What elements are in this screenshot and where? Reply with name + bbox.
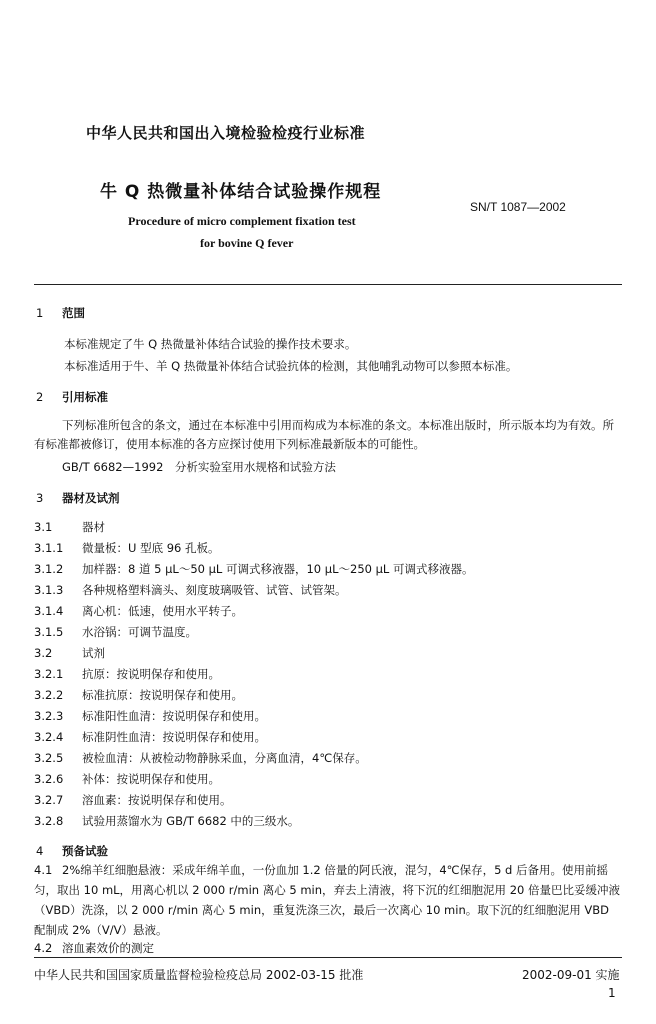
page-number: 1 [608,986,616,1000]
section-title: 引用标准 [62,390,108,404]
list-item: 3.1.1 微量板：U 型底 96 孔板。 [34,541,220,555]
section-3-heading [36,490,120,506]
list-item: 3.1.4 离心机：低速，使用水平转子。 [34,604,243,618]
section-4-paragraph-2: 4.2 溶血素效价的测定 [34,941,154,955]
section-2-paragraph-1: 下列标准所包含的条文，通过在本标准中引用而构成为本标准的条文。本标准出版时，所示版本均为有效。所有标准都被修订，使用本标准的各方应探讨使用下列标准最新版本的可能性。 [34,418,614,451]
english-title-line2: for bovine Q fever [200,236,294,250]
section-1-paragraph-1: 本标准规定了牛 Q 热微量补体结合试验的操作技术要求。 [64,337,357,351]
document-title: 牛 Q 热微量补体结合试验操作规程 [100,182,382,202]
section-number: 2 [36,390,44,404]
footer-rule [34,957,622,958]
list-item: 3.1 器材 [34,520,105,534]
list-item: 3.2.5 被检血清：从被检动物静脉采血，分离血清，4℃保存。 [34,751,367,765]
section-number: 3 [36,491,44,505]
referenced-standard: GB/T 6682—1992 分析实验室用水规格和试验方法 [62,460,336,474]
list-item: 3.2.4 标准阴性血清：按说明保存和使用。 [34,730,266,744]
list-item: 3.2.3 标准阳性血清：按说明保存和使用。 [34,709,266,723]
english-title-line1: Procedure of micro complement fixation test [128,214,356,228]
list-item: 3.2.7 溶血素：按说明保存和使用。 [34,793,232,807]
section-1-paragraph-2: 本标准适用于牛、羊 Q 热微量补体结合试验抗体的检测，其他哺乳动物可以参照本标准。 [64,359,518,373]
section-4-paragraph-1: 4.1 2%绵羊红细胞悬液：采成年绵羊血，一份血加 1.2 倍量的阿氏液，混匀，4℃保存，5 d 后备用。使用前摇匀，取出 10 mL，用离心机以 2 000 r/min 离心 5 min，弃去上清液，将下沉的红细胞泥用 20 倍量巴比妥缓冲液（VBD）洗涤，以 2 000 r/min 离心 5 min，重复洗涤三次，最后一次离心 10 min。取下沉的红细胞泥用 VBD 配制成 2%（V/V）悬液。 [34,860,624,940]
standard-category: 中华人民共和国出入境检验检疫行业标准 [86,124,366,142]
list-item: 3.2.2 标准抗原：按说明保存和使用。 [34,688,243,702]
approval-info: 中华人民共和国国家质量监督检验检疫总局 2002-03-15 批准 [34,968,364,982]
list-item: 3.2 试剂 [34,646,105,660]
section-2-heading [36,389,108,405]
section-number: 4 [36,844,44,858]
standard-code: SN/T 1087—2002 [470,200,566,214]
section-title: 预备试验 [62,844,108,858]
section-title: 器材及试剂 [62,491,120,505]
section-1-heading [36,305,85,321]
section-number: 1 [36,306,44,320]
list-item: 3.1.5 水浴锅：可调节温度。 [34,625,197,639]
header-rule [34,284,622,285]
list-item: 3.2.6 补体：按说明保存和使用。 [34,772,220,786]
section-title: 范围 [62,306,85,320]
section-4-heading [36,843,108,859]
effective-date: 2002-09-01 实施 [522,968,620,982]
paragraph-number: 4.1 [34,863,53,877]
list-item: 3.2.8 试验用蒸馏水为 GB/T 6682 中的三级水。 [34,814,300,828]
list-item: 3.2.1 抗原：按说明保存和使用。 [34,667,220,681]
list-item: 3.1.3 各种规格塑料滴头、刻度玻璃吸管、试管、试管架。 [34,583,347,597]
list-item: 3.1.2 加样器：8 道 5 μL～50 μL 可调式移液器，10 μL～250 μL 可调式移液器。 [34,562,474,576]
